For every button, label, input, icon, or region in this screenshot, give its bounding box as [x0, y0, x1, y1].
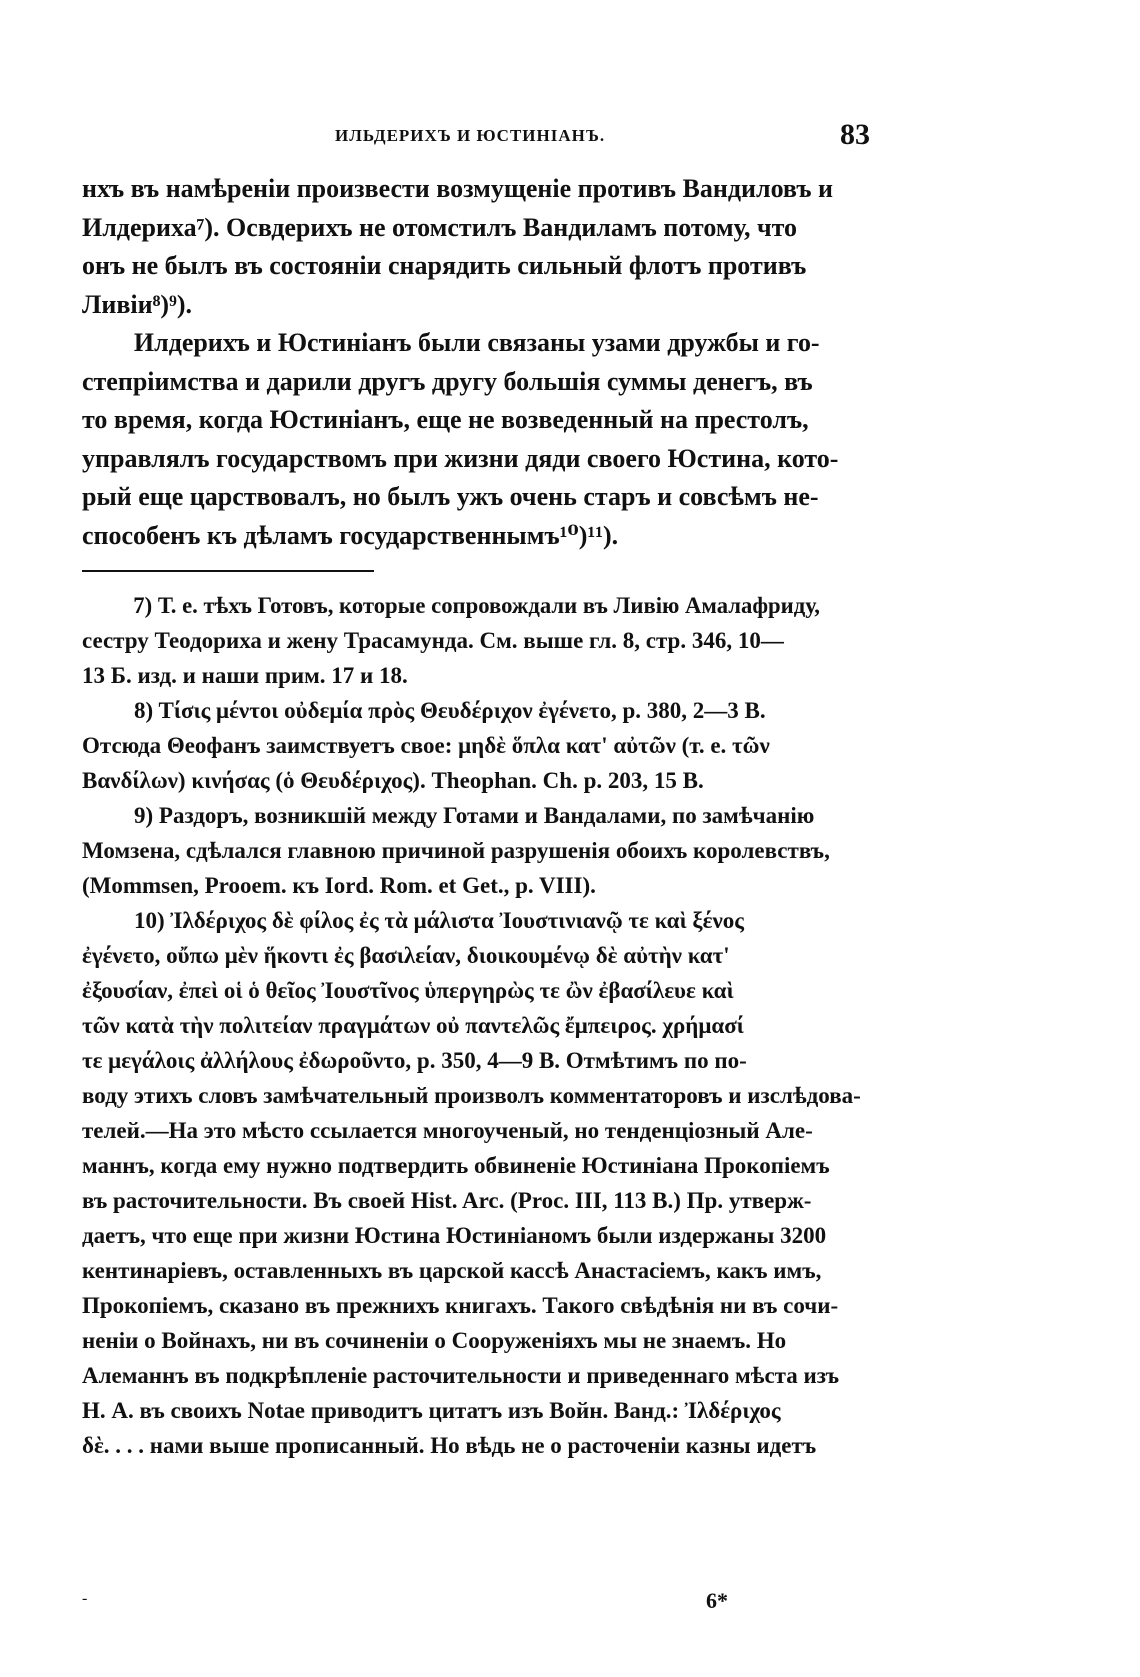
text-line: 7) Т. е. тѣхъ Готовъ, которые сопровождали въ Ливію Амалафриду,: [133, 593, 820, 618]
text-line: то время, когда Юстиніанъ, еще не возведенный на престолъ,: [82, 405, 809, 434]
signature-mark: 6*: [706, 1588, 728, 1613]
text-line: неніи о Войнахъ, ни въ сочиненіи о Сооруженіяхъ мы не знаемъ. Но: [82, 1328, 787, 1353]
page-header: [80, 118, 870, 158]
text-line: 9) Раздоръ, возникшій между Готами и Вандалами, по замѣчанію: [134, 803, 815, 828]
text-line: маннъ, когда ему нужно подтвердить обвиненіе Юстиніана Прокопіемъ: [82, 1153, 830, 1178]
text-line: кентинаріевъ, оставленныхъ въ царской кассѣ Анастасіемъ, какъ имъ,: [82, 1258, 822, 1283]
footnote-9: [82, 798, 872, 903]
text-line: Илдериха⁷). Освдерихъ не отомстилъ Вандиламъ потому, что: [82, 212, 798, 242]
text-line: Алеманнъ въ подкрѣпленіе расточительности и приведеннаго мѣста изъ: [82, 1363, 840, 1388]
text-line: Илдерихъ и Юстиніанъ были связаны узами дружбы и го-: [133, 328, 820, 357]
text-line: воду этихъ словъ замѣчательный произволъ комментаторовъ и изслѣдова-: [82, 1083, 861, 1108]
paragraph-1: [82, 170, 872, 324]
text-line: даетъ, что еще при жизни Юстина Юстиніаномъ были издержаны 3200: [82, 1223, 827, 1248]
text-line: τῶν κατὰ τὴν πολιτείαν πραγμάτων οὐ παντελῶς ἔμπειρος. χρήμασί: [82, 1013, 744, 1038]
footnote-10: [82, 903, 872, 1463]
text-line: Момзена, сдѣлался главною причиной разрушенія обоихъ королевствъ,: [82, 838, 830, 863]
text-line: (Mommsen, Prooem. къ Iord. Rom. et Get., p. VIII).: [82, 873, 596, 898]
text-line: степріимства и дарили другъ другу большія суммы денегъ, въ: [82, 366, 813, 396]
text-line: сестру Теодориха и жену Трасамунда. См. выше гл. 8, стр. 346, 10—: [82, 628, 784, 653]
text-line: δὲ. . . . нами выше прописанный. Но вѣдь не о расточеніи казны идетъ: [82, 1433, 817, 1458]
main-text: [82, 170, 872, 555]
paragraph-2: [82, 324, 872, 555]
running-head: ИЛЬДЕРИХЪ И ЮСТИНІАНЪ.: [335, 126, 606, 145]
text-line: 8) Τίσις μέντοι οὐδεμία πρὸς Θευδέριχον ἐγένετο, p. 380, 2—3 B.: [134, 698, 766, 723]
text-line: способенъ къ дѣламъ государственнымъ¹⁰)¹¹).: [82, 520, 619, 550]
text-line: Прокопіемъ, сказано въ прежнихъ книгахъ. Такого свѣдѣнія ни въ сочи-: [82, 1293, 839, 1318]
footer-dash: -: [82, 1590, 88, 1607]
text-line: Ливіи⁸)⁹).: [82, 289, 193, 319]
footnote-8: [82, 693, 872, 798]
text-line: онъ не былъ въ состояніи снарядить сильный флотъ противъ: [82, 251, 807, 280]
text-line: 10) Ἰλδέριχος δὲ φίλος ἐς τὰ μάλιστα Ἰουστινιανῷ τε καὶ ξένος: [134, 908, 744, 933]
page-number: 83: [840, 118, 870, 151]
text-line: нхъ въ намѣреніи произвести возмущеніе противъ Вандиловъ и: [82, 174, 833, 203]
text-line: τε μεγάλοις ἀλλήλους ἐδωροῦντο, p. 350, 4—9 B. Отмѣтимъ по по-: [82, 1048, 747, 1073]
text-line: ἐγένετο, οὔπω μὲν ἥκοντι ἐς βασιλείαν, διοικουμένῳ δὲ αὐτὴν κατ': [82, 943, 730, 968]
text-line: Отсюда Θеофанъ заимствуетъ свое: μηδὲ ὅπλα κατ' αὐτῶν (т. е. τῶν: [82, 733, 770, 758]
text-line: Βανδίλων) κινήσας (ὁ Θευδέριχος). Theophan. Ch. p. 203, 15 B.: [82, 768, 704, 793]
text-line: телей.—На это мѣсто ссылается многоученый, но тенденціозный Але-: [82, 1118, 813, 1143]
text-line: Н. А. въ своихъ Notae приводитъ цитатъ изъ Войн. Ванд.: Ἰλδέριχος: [82, 1398, 781, 1423]
text-line: ἐξουσίαν, ἐπεὶ οἱ ὁ θεῖος Ἰουστῖνος ὑπεργηρὼς τε ὢν ἐβασίλευε καὶ: [82, 978, 734, 1003]
text-line: въ расточительности. Въ своей Hist. Arc. (Proc. III, 113 B.) Пр. утверж-: [82, 1188, 812, 1213]
footnotes: [82, 588, 872, 1463]
text-line: рый еще царствовалъ, но былъ ужъ очень старъ и совсѣмъ не-: [82, 482, 819, 511]
text-line: 13 Б. изд. и наши прим. 17 и 18.: [82, 663, 408, 688]
footnote-7: [82, 588, 872, 693]
footnote-rule: [82, 570, 374, 572]
text-line: управлялъ государствомъ при жизни дяди своего Юстина, кото-: [82, 443, 839, 473]
